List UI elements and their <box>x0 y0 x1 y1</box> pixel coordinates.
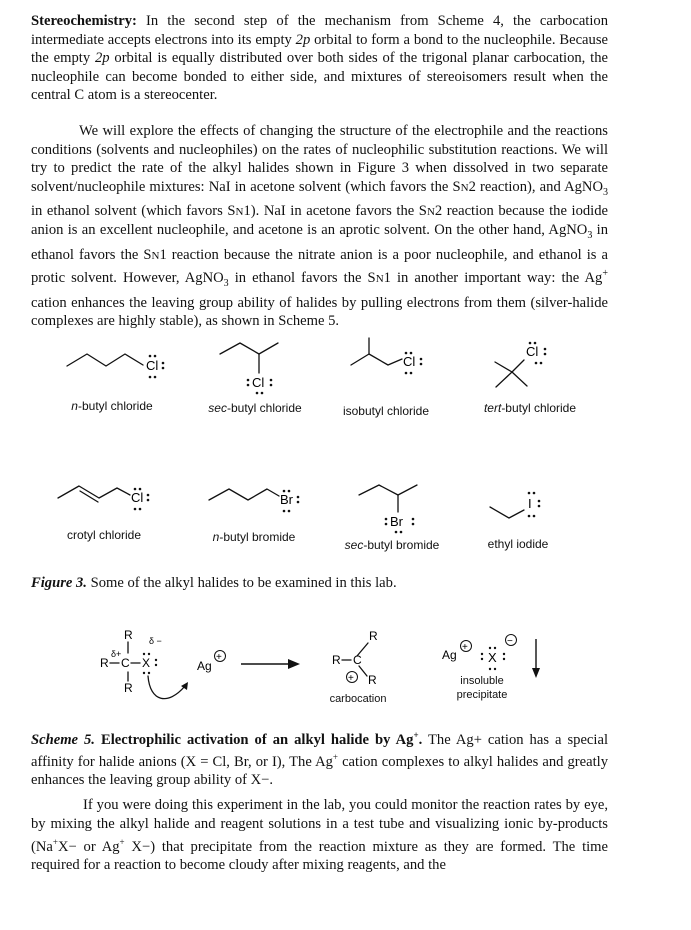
svg-text:R: R <box>332 653 341 667</box>
label-carbocation: carbocation <box>329 693 387 705</box>
svg-text:R: R <box>369 629 378 643</box>
svg-text:R: R <box>100 656 109 670</box>
paragraph-sn1-sn2: We will explore the effects of changing the structure of the electrophile and the reactions conditions (solvents and nucleophiles) on the rates of nucleophilic substitution reactions. We will try to predict the rate of the alkyl halides shown in Figure 3 when dissolved in two separate solvent/nucleophile mixtures: NaI in acetone solvent (which favors the SN2 reaction), and AgNO$_3$ in ethanol solvent (which favors SN1). NaI in acetone favors the SN2 reaction because the iodide anion is an excellent nucleophile, and acetone is an aprotic solvent. On the other hand, AgNO$_3$ in ethanol favors the SN1 reaction because the nitrate anion is a poor nucleophile, and ethanol is a protic solvent. However, AgNO$_3$ in ethanol favors the SN1 in another important way: the Ag+ cation enhances the leaving group ability of halides by pulling electrons from them (silver-halide complexes are highly stable), as shown in Scheme 5. <box>31 123 608 330</box>
atom-cl: Cl <box>131 490 144 505</box>
label-crotyl-chloride: crotyl chloride <box>66 528 142 542</box>
silver-cation <box>197 651 226 674</box>
paragraph-lab-monitoring: If you were doing this experiment in the lab, you could monitor the reaction rates by eye, by mixing the alkyl halide and reagent solutions in a test tube and visualizing ionic by-products (Na+X− or Ag+ X−) that precipitate from the reaction mixture as they are formed. The time required for a reaction to become cloudy after mixing reagents, and the <box>31 797 609 874</box>
carbocation-structure <box>332 629 378 687</box>
sec-butyl-bromide-structure <box>359 485 417 533</box>
atom-br: Br <box>390 514 403 529</box>
atom-cl: Cl <box>526 344 539 359</box>
scheme5-diagram <box>0 620 691 720</box>
alkyl-halide <box>100 628 188 699</box>
svg-text:R: R <box>124 628 133 642</box>
svg-text:+: + <box>462 642 468 653</box>
svg-text:Ag: Ag <box>197 659 212 673</box>
label-n-butyl-bromide: n-butyl bromide <box>212 530 296 544</box>
silver-halide-precipitate <box>442 635 540 679</box>
label-ethyl-iodide: ethyl iodide <box>487 537 549 551</box>
atom-i: I <box>528 496 532 511</box>
n-butyl-bromide-structure <box>209 489 299 512</box>
scheme5-caption: Scheme 5. Electrophilic activation of an alkyl halide by Ag+. The Ag+ cation has a special affinity for halide anions (X = Cl, Br, or I), The Ag+ cation complexes to alkyl halides and greatly enhances the leaving group ability of X−. <box>31 730 608 788</box>
partial-positive: δ+ <box>111 649 122 659</box>
isobutyl-chloride-structure <box>351 338 422 374</box>
atom-br: Br <box>280 492 293 507</box>
reaction-arrow <box>241 659 300 669</box>
ethyl-iodide-structure <box>490 492 540 518</box>
sec-butyl-chloride-structure <box>220 343 278 394</box>
atom-cl: Cl <box>252 375 265 390</box>
n-butyl-chloride-structure <box>67 354 164 378</box>
label-sec-butyl-bromide: sec-butyl bromide <box>344 538 440 552</box>
label-precipitate: precipitate <box>456 689 508 701</box>
down-arrow-icon <box>532 668 540 678</box>
paragraph-lead: Stereochemistry: <box>31 13 137 29</box>
atom-cl: Cl <box>403 354 416 369</box>
svg-text:R: R <box>368 673 377 687</box>
svg-text:+: + <box>348 673 354 684</box>
label-isobutyl-chloride: isobutyl chloride <box>342 404 430 418</box>
label-n-butyl-chloride: n-butyl chloride <box>71 399 153 413</box>
paragraph-stereochemistry: Stereochemistry: In the second step of the mechanism from Scheme 4, the carbocation intermediate accepts electrons into its empty 2p orbital to form a bond to the nucleophile. Because the empty 2p orbital is equally distributed over both sides of the trigonal planar carbocation, the nucleophile can become bonded to either side, and mixtures of stereoisomers result when the central C atom is a stereocenter. <box>31 13 608 103</box>
svg-text:X: X <box>488 650 497 665</box>
atom-cl: Cl <box>146 358 159 373</box>
label-insoluble: insoluble <box>460 675 504 687</box>
curved-arrow <box>148 676 185 699</box>
label-tert-butyl-chloride: tert-butyl chloride <box>483 401 577 415</box>
figure3-structures <box>0 335 691 555</box>
svg-text:−: − <box>507 636 513 647</box>
svg-text:C: C <box>121 656 130 670</box>
svg-text:+: + <box>216 652 222 663</box>
crotyl-chloride-structure <box>58 486 149 510</box>
partial-negative: δ − <box>149 636 162 646</box>
tert-butyl-chloride-structure <box>495 342 546 387</box>
label-sec-butyl-chloride: sec-butyl chloride <box>208 401 302 415</box>
svg-text:C: C <box>353 653 362 667</box>
svg-text:R: R <box>124 681 133 695</box>
figure3-caption: Figure 3. Some of the alkyl halides to be examined in this lab. <box>31 575 397 591</box>
svg-text:X: X <box>142 656 151 670</box>
svg-text:Ag: Ag <box>442 648 457 662</box>
